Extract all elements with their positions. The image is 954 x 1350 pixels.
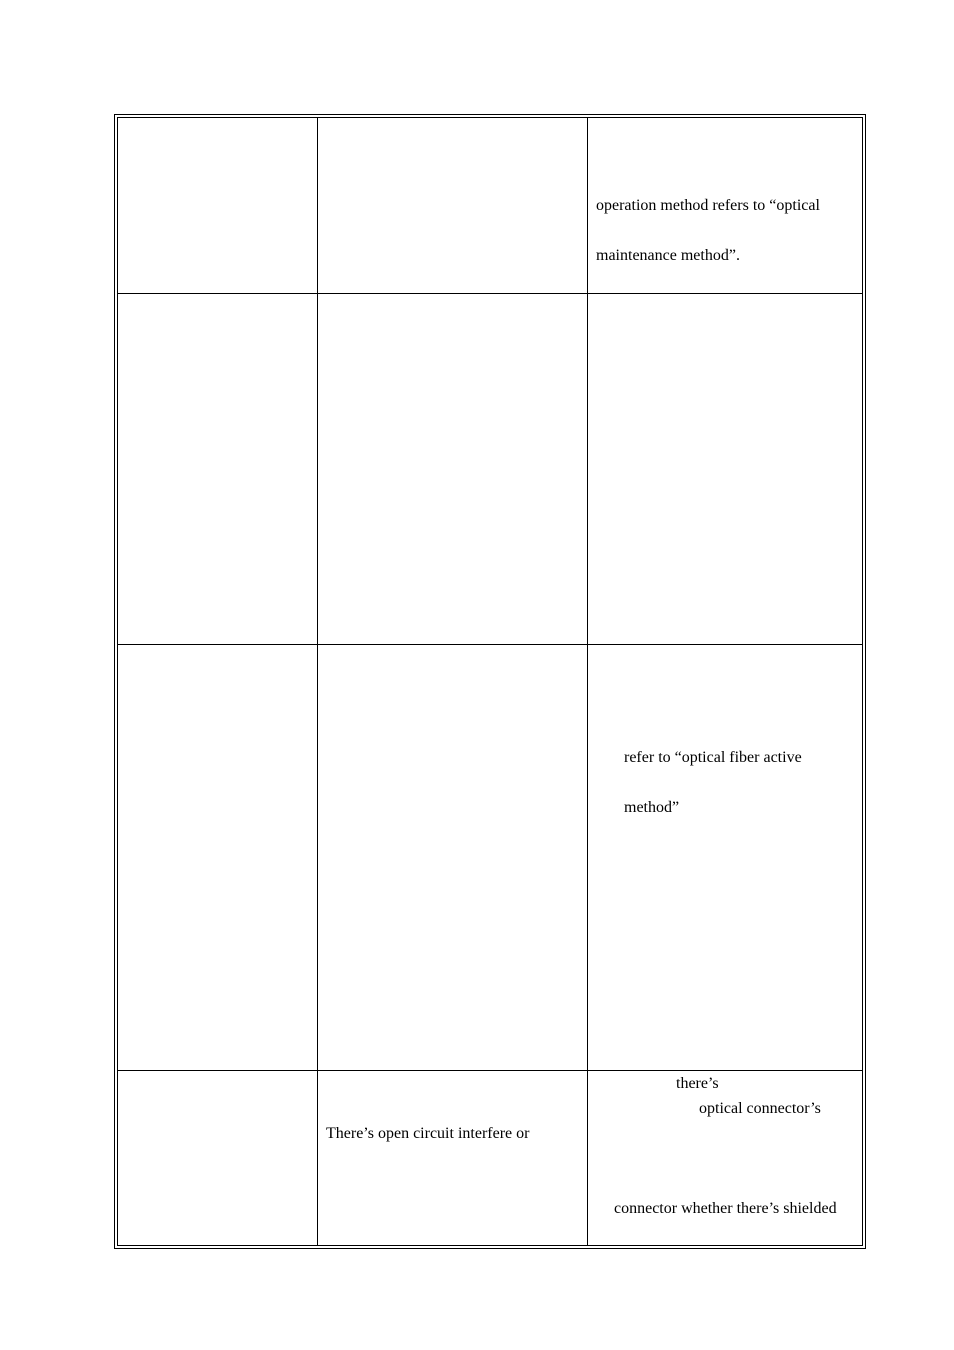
row3-col3-text-line2: method” bbox=[624, 799, 680, 816]
row4-col3-text-line1: there’s bbox=[676, 1075, 719, 1092]
row4-col3-text-line3: connector whether there’s shielded bbox=[614, 1200, 837, 1217]
row4-col3-text-line2: optical connector’s bbox=[699, 1100, 821, 1117]
row-divider-3 bbox=[117, 1070, 863, 1071]
column-divider-2 bbox=[587, 117, 588, 1246]
row-divider-2 bbox=[117, 644, 863, 645]
row-divider-1 bbox=[117, 293, 863, 294]
row4-col2-text-line1: There’s open circuit interfere or bbox=[326, 1125, 530, 1142]
column-divider-1 bbox=[317, 117, 318, 1246]
row1-col3-text-line2: maintenance method”. bbox=[596, 247, 740, 264]
row1-col3-text-line1: operation method refers to “optical bbox=[596, 197, 820, 214]
row3-col3-text-line1: refer to “optical fiber active bbox=[624, 749, 802, 766]
table-inner-border bbox=[117, 117, 863, 1246]
